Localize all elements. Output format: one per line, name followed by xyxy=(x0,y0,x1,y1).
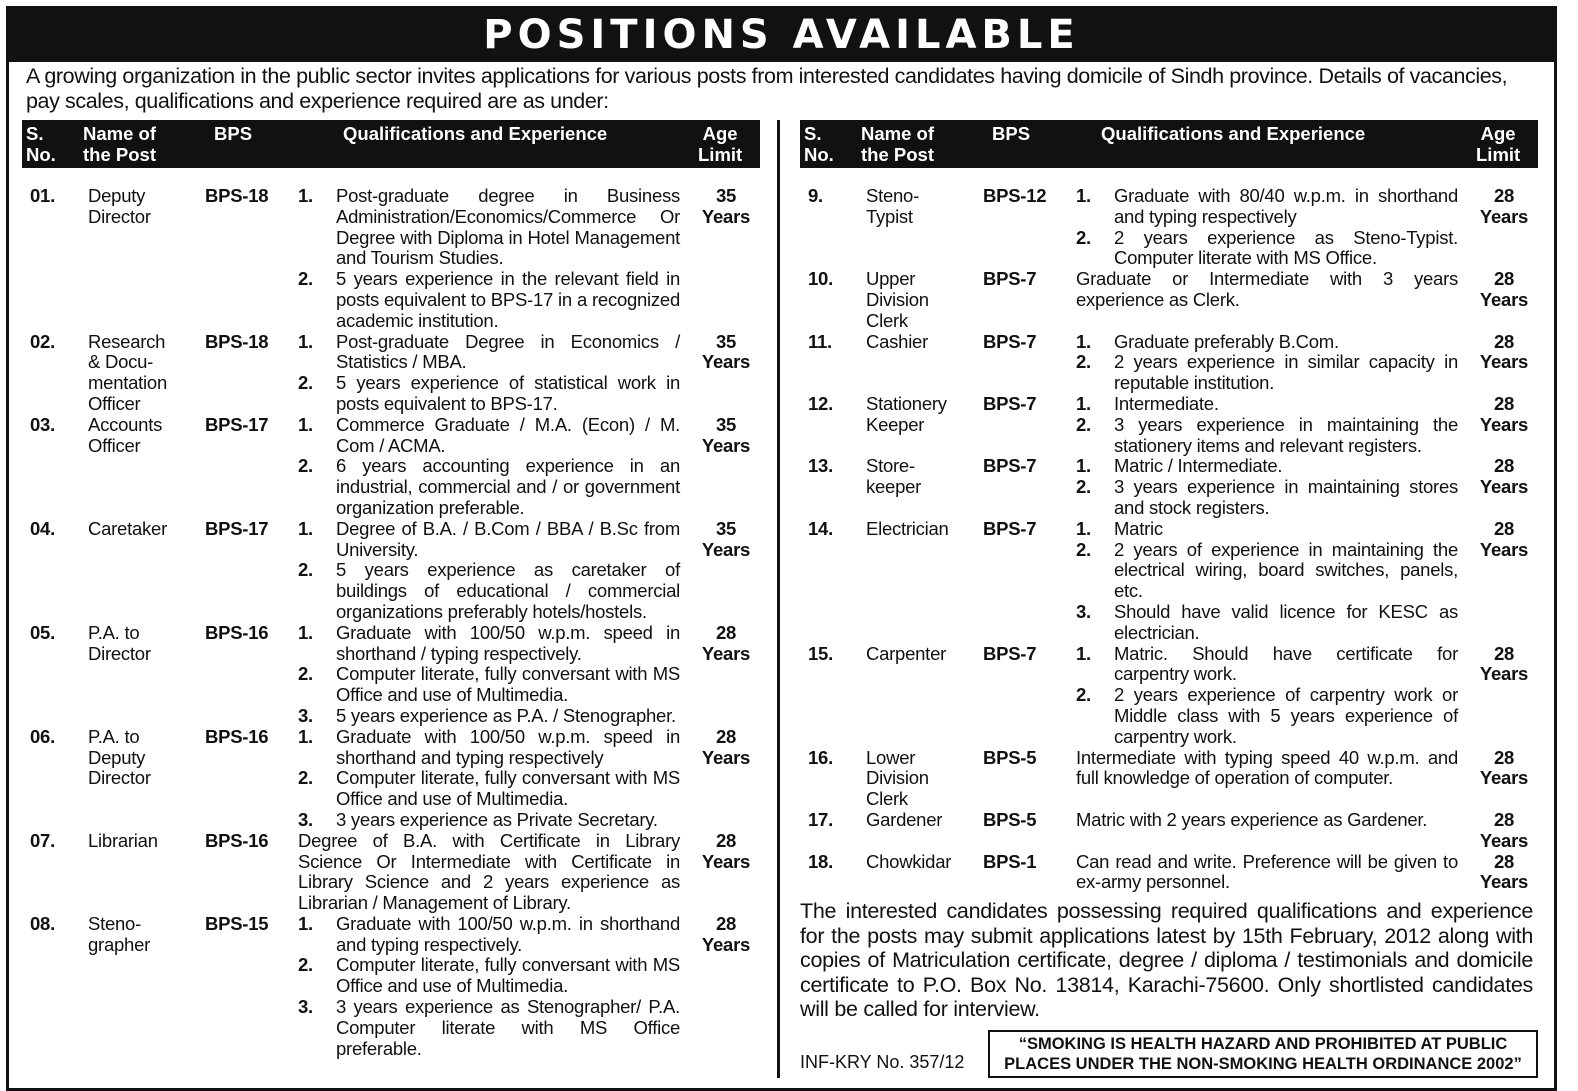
serial-number: 07. xyxy=(30,829,55,851)
item-number: 3. xyxy=(1076,600,1091,622)
qualification-text: Can read and write. Preference will be given to ex-army personnel. xyxy=(1076,850,1458,893)
header-age: Age Limit xyxy=(1476,123,1521,165)
table-row xyxy=(22,415,760,519)
table-body xyxy=(22,186,760,1059)
qualifications xyxy=(298,727,680,831)
item-number: 2. xyxy=(1076,538,1091,560)
qualifications xyxy=(1076,186,1458,269)
qualifications xyxy=(1076,332,1458,394)
item-number: 2. xyxy=(1076,226,1091,248)
pay-scale: BPS-15 xyxy=(205,912,269,934)
qualification-text: Degree of B.A. with Certificate in Library Science Or Intermediate with Certificate in Library Science and 2 years experience as Librarian / Management of Library. xyxy=(298,829,680,914)
reference-number: INF-KRY No. 357/12 xyxy=(800,1051,965,1072)
age-unit: Years xyxy=(701,434,751,456)
table-row xyxy=(22,831,760,914)
item-number: 2. xyxy=(1076,476,1091,498)
table-row xyxy=(800,332,1538,394)
item-number: 1. xyxy=(1076,392,1091,414)
item-number: 2. xyxy=(298,767,313,789)
item-text: 3 years experience as Stenographer/ P.A. Computer literate with MS Office preferable. xyxy=(336,996,680,1059)
item-number: 2. xyxy=(298,455,313,477)
qualification-item xyxy=(298,664,680,706)
item-text: Computer literate, fully conversant with MS Office and use of Multimedia. xyxy=(336,663,680,706)
item-number: 3. xyxy=(298,996,313,1018)
item-text: Post-graduate degree in Business Administration/Economics/Commerce Or Degree with Diploma in Hotel Management and Tourism Studies. xyxy=(336,185,680,269)
ad-border xyxy=(6,6,1557,1091)
table-row xyxy=(800,748,1538,810)
item-number: 1. xyxy=(1076,455,1091,477)
header-bps: BPS xyxy=(214,123,253,144)
qualification-item xyxy=(1076,644,1458,686)
item-text: Matric xyxy=(1114,517,1163,539)
age-limit xyxy=(680,519,766,623)
table-row xyxy=(22,332,760,415)
post-name: Research & Docu- mentation Officer xyxy=(88,330,167,414)
serial-number: 14. xyxy=(808,517,833,539)
item-text: 5 years experience in the relevant field in posts equivalent to BPS-17 in a recognized academic institution. xyxy=(336,268,680,331)
column-divider xyxy=(777,120,780,1078)
pay-scale: BPS-18 xyxy=(205,185,269,206)
pay-scale: BPS-16 xyxy=(205,725,269,747)
age-value: 28 xyxy=(1493,850,1515,872)
qualifications xyxy=(1076,394,1458,456)
pay-scale: BPS-5 xyxy=(983,808,1037,830)
item-text: 6 years accounting experience in an industrial, commercial and / or government organization preferable. xyxy=(336,455,680,518)
age-unit: Years xyxy=(701,538,751,560)
age-limit xyxy=(1458,519,1544,644)
qualification-item xyxy=(298,332,680,374)
table-body xyxy=(800,186,1538,893)
post-name: Carpenter xyxy=(866,642,947,664)
serial-number: 06. xyxy=(30,725,55,747)
age-value: 28 xyxy=(1493,455,1515,477)
age-value: 28 xyxy=(715,912,737,934)
age-limit xyxy=(1458,332,1544,394)
qualification-item xyxy=(1076,540,1458,602)
post-name: Upper Division Clerk xyxy=(866,268,929,331)
qualifications xyxy=(298,519,680,623)
item-number: 1. xyxy=(298,621,313,643)
item-number: 2. xyxy=(1076,684,1091,706)
age-value: 28 xyxy=(1493,330,1515,352)
item-number: 2. xyxy=(298,663,313,685)
age-limit xyxy=(1458,186,1544,269)
serial-number: 03. xyxy=(30,413,55,435)
table-row xyxy=(800,394,1538,456)
age-value: 28 xyxy=(715,725,737,747)
item-text: Degree of B.A. / B.Com / BBA / B.Sc from University. xyxy=(336,517,680,560)
age-value: 28 xyxy=(1493,517,1515,539)
age-limit xyxy=(680,831,766,914)
age-limit xyxy=(1458,269,1544,331)
post-name: Cashier xyxy=(866,330,928,352)
serial-number: 15. xyxy=(808,642,833,664)
qualifications xyxy=(298,623,680,727)
qualification-item xyxy=(298,186,680,269)
header-qualifications: Qualifications and Experience xyxy=(343,123,608,144)
item-text: 5 years experience as caretaker of buildings of educational / commercial organizations preferably hotels/hostels. xyxy=(336,559,680,622)
item-text: Computer literate, fully conversant with MS Office and use of Multimedia. xyxy=(336,954,680,997)
item-text: 2 years experience of carpentry work or Middle class with 5 years experience of carpentry work. xyxy=(1114,684,1458,747)
item-text: Computer literate, fully conversant with MS Office and use of Multimedia. xyxy=(336,767,680,810)
qualifications xyxy=(298,186,680,332)
age-unit: Years xyxy=(1479,871,1529,893)
qualification-item xyxy=(1076,186,1458,228)
age-value: 35 xyxy=(715,517,737,539)
intro-paragraph: A growing organization in the public sector invites applications for various posts from interested candidates having domicile of Sindh province. Details of vacancies, pay scales, qualifications and experience required are as under: xyxy=(26,64,1508,113)
item-number: 1. xyxy=(298,517,313,539)
pay-scale: BPS-7 xyxy=(983,268,1037,290)
qualifications xyxy=(1076,519,1458,644)
qualifications xyxy=(1076,852,1458,894)
qualifications xyxy=(1076,456,1458,518)
table-row xyxy=(800,269,1538,331)
age-limit xyxy=(680,914,766,1060)
table-row xyxy=(22,519,760,623)
table-row xyxy=(22,623,760,727)
item-text: Graduate with 100/50 w.p.m. speed in shorthand and typing respectively xyxy=(336,725,680,768)
post-name: P.A. to Deputy Director xyxy=(88,725,151,789)
table-row xyxy=(800,644,1538,748)
qualification-item xyxy=(298,269,680,331)
item-number: 2. xyxy=(298,559,313,581)
item-text: Graduate with 80/40 w.p.m. in shorthand and typing respectively xyxy=(1114,185,1458,227)
qualification-item xyxy=(298,415,680,457)
serial-number: 10. xyxy=(808,268,833,290)
post-name: Steno- grapher xyxy=(88,912,151,955)
qualification-item xyxy=(1076,394,1458,415)
item-text: 5 years experience of statistical work in posts equivalent to BPS-17. xyxy=(336,372,680,414)
serial-number: 04. xyxy=(30,517,55,539)
age-unit: Years xyxy=(1479,663,1529,685)
item-text: 3 years experience as Private Secretary. xyxy=(336,808,658,830)
footer xyxy=(800,1030,1538,1078)
qualification-text: Graduate or Intermediate with 3 years experience as Clerk. xyxy=(1076,268,1458,310)
age-value: 28 xyxy=(1493,392,1515,414)
header-qualifications: Qualifications and Experience xyxy=(1101,123,1366,144)
table-header xyxy=(800,120,1538,168)
pay-scale: BPS-7 xyxy=(983,642,1037,664)
age-unit: Years xyxy=(1479,351,1529,373)
item-text: 2 years experience in similar capacity in reputable institution. xyxy=(1114,351,1458,394)
item-text: 2 years of experience in maintaining the electrical wiring, board switches, panels, etc. xyxy=(1114,538,1458,602)
item-text: Graduate preferably B.Com. xyxy=(1114,330,1339,352)
item-text: 3 years experience in maintaining stores and stock registers. xyxy=(1114,476,1458,518)
serial-number: 01. xyxy=(30,185,55,206)
item-text: 2 years experience as Steno-Typist. Computer literate with MS Office. xyxy=(1114,226,1458,269)
qualification-item xyxy=(1076,415,1458,457)
header-age: Age Limit xyxy=(698,123,743,165)
header-name: Name of the Post xyxy=(861,123,934,165)
qualifications xyxy=(298,831,680,914)
item-number: 1. xyxy=(1076,642,1091,664)
age-unit: Years xyxy=(1479,767,1529,789)
qualification-item xyxy=(298,955,680,997)
smoking-notice: “SMOKING IS HEALTH HAZARD AND PROHIBITED AT PUBLIC PLACES UNDER THE NON-SMOKING HEALTH ORDINANCE 2002” xyxy=(988,1030,1538,1078)
post-name: Steno- Typist xyxy=(866,185,920,227)
table-header xyxy=(22,120,760,168)
item-number: 1. xyxy=(1076,330,1091,352)
serial-number: 18. xyxy=(808,850,833,872)
pay-scale: BPS-7 xyxy=(983,330,1037,352)
item-number: 1. xyxy=(298,912,313,934)
item-text: Commerce Graduate / M.A. (Econ) / M. Com / ACMA. xyxy=(336,413,680,456)
table-row xyxy=(800,852,1538,894)
item-text: 3 years experience in maintaining the stationery items and relevant registers. xyxy=(1114,413,1458,456)
age-unit: Years xyxy=(1479,538,1529,560)
age-limit xyxy=(680,332,766,415)
post-name: Stationery Keeper xyxy=(866,392,947,435)
qualification-item xyxy=(1076,685,1458,747)
age-limit xyxy=(1458,810,1544,852)
item-text: Matric / Intermediate. xyxy=(1114,455,1283,477)
age-unit: Years xyxy=(1479,476,1529,498)
age-limit xyxy=(680,727,766,831)
post-name: Deputy Director xyxy=(88,185,151,227)
pay-scale: BPS-12 xyxy=(983,185,1047,206)
item-text: Intermediate. xyxy=(1114,392,1219,414)
age-unit: Years xyxy=(1479,829,1529,851)
vacancy-table-left xyxy=(22,120,760,1078)
age-value: 28 xyxy=(1493,185,1515,206)
qualifications xyxy=(1076,269,1458,331)
item-number: 1. xyxy=(1076,517,1091,539)
age-limit xyxy=(680,186,766,332)
serial-number: 9. xyxy=(808,185,823,206)
post-name: Librarian xyxy=(88,829,158,851)
qualification-item xyxy=(298,706,680,727)
age-limit xyxy=(1458,748,1544,810)
item-text: Post-graduate Degree in Economics / Statistics / MBA. xyxy=(336,330,680,373)
pay-scale: BPS-16 xyxy=(205,621,269,643)
application-instructions: The interested candidates possessing required qualifications and experience for the posts may submit applications latest by 15th February, 2012 along with copies of Matriculation certificate, degree / diploma / testimonials and domicile certificate to P.O. Box No. 13814, Karachi-75600. Only shortlisted candidates will be called for interview. xyxy=(800,899,1533,1022)
serial-number: 13. xyxy=(808,455,833,477)
age-unit: Years xyxy=(701,642,751,664)
header-bps: BPS xyxy=(992,123,1031,144)
pay-scale: BPS-7 xyxy=(983,392,1037,414)
qualifications xyxy=(1076,644,1458,748)
header-sno: S. No. xyxy=(26,123,56,165)
post-name: Gardener xyxy=(866,808,943,830)
item-number: 2. xyxy=(298,268,313,290)
serial-number: 17. xyxy=(808,808,833,830)
age-unit: Years xyxy=(701,746,751,768)
qualification-item xyxy=(298,914,680,956)
age-value: 28 xyxy=(1493,268,1515,290)
post-name: Caretaker xyxy=(88,517,167,539)
serial-number: 11. xyxy=(808,330,832,352)
age-value: 28 xyxy=(715,621,737,643)
page-title: POSITIONS AVAILABLE xyxy=(6,6,1557,62)
age-unit: Years xyxy=(701,205,751,227)
pay-scale: BPS-7 xyxy=(983,455,1037,477)
pay-scale: BPS-16 xyxy=(205,829,269,851)
item-number: 2. xyxy=(298,372,313,394)
post-name: Chowkidar xyxy=(866,850,952,872)
pay-scale: BPS-17 xyxy=(205,413,269,435)
qualification-item xyxy=(298,519,680,561)
item-text: 5 years experience as P.A. / Stenographer. xyxy=(336,704,676,726)
serial-number: 16. xyxy=(808,746,833,768)
post-name: Lower Division Clerk xyxy=(866,746,929,810)
table-row xyxy=(800,186,1538,269)
qualification-item xyxy=(298,997,680,1059)
table-row xyxy=(800,456,1538,518)
age-limit xyxy=(1458,394,1544,456)
age-limit xyxy=(1458,644,1544,748)
qualification-text: Matric with 2 years experience as Gardener. xyxy=(1076,808,1428,830)
serial-number: 05. xyxy=(30,621,55,643)
qualifications xyxy=(1076,810,1458,852)
pay-scale: BPS-7 xyxy=(983,517,1037,539)
age-value: 35 xyxy=(715,185,737,206)
item-number: 3. xyxy=(298,808,313,830)
age-value: 28 xyxy=(1493,808,1515,830)
item-number: 1. xyxy=(298,185,313,206)
table-row xyxy=(800,810,1538,852)
age-limit xyxy=(1458,852,1544,894)
qualification-text: Intermediate with typing speed 40 w.p.m. and full knowledge of operation of computer. xyxy=(1076,746,1458,789)
qualification-item xyxy=(298,810,680,831)
pay-scale: BPS-5 xyxy=(983,746,1037,768)
qualification-item xyxy=(298,768,680,810)
table-row xyxy=(22,727,760,831)
qualification-item xyxy=(1076,602,1458,644)
item-text: Matric. Should have certificate for carpentry work. xyxy=(1114,642,1458,685)
table-row xyxy=(22,186,760,332)
age-value: 28 xyxy=(1493,642,1515,664)
age-unit: Years xyxy=(1479,205,1529,227)
age-value: 35 xyxy=(715,413,737,435)
item-number: 2. xyxy=(1076,351,1091,373)
age-unit: Years xyxy=(1479,288,1529,310)
qualification-item xyxy=(1076,456,1458,477)
table-row xyxy=(22,914,760,1060)
vacancy-columns xyxy=(9,120,1554,1078)
qualifications xyxy=(298,914,680,1060)
qualification-item xyxy=(298,727,680,769)
item-number: 3. xyxy=(298,704,313,726)
qualification-item xyxy=(1076,228,1458,270)
pay-scale: BPS-18 xyxy=(205,330,269,352)
qualification-item xyxy=(1076,519,1458,540)
post-name: P.A. to Director xyxy=(88,621,151,664)
qualification-item xyxy=(298,456,680,518)
item-number: 2. xyxy=(1076,413,1091,435)
item-number: 1. xyxy=(298,725,313,747)
qualifications xyxy=(298,415,680,519)
qualification-item xyxy=(1076,352,1458,394)
age-limit xyxy=(680,623,766,727)
serial-number: 12. xyxy=(808,392,833,414)
item-text: Should have valid licence for KESC as electrician. xyxy=(1114,600,1458,643)
qualification-item xyxy=(1076,477,1458,519)
age-value: 28 xyxy=(715,829,737,851)
pay-scale: BPS-17 xyxy=(205,517,269,539)
serial-number: 02. xyxy=(30,330,55,352)
qualification-item xyxy=(298,373,680,415)
age-unit: Years xyxy=(701,933,751,955)
item-text: Graduate with 100/50 w.p.m. speed in shorthand / typing respectively. xyxy=(336,621,680,664)
item-number: 1. xyxy=(298,330,313,352)
qualification-item xyxy=(1076,332,1458,353)
age-limit xyxy=(1458,456,1544,518)
item-text: Graduate with 100/50 w.p.m. in shorthand and typing respectively. xyxy=(336,912,680,955)
table-row xyxy=(800,519,1538,644)
header-name: Name of the Post xyxy=(83,123,156,165)
serial-number: 08. xyxy=(30,912,55,934)
qualifications xyxy=(298,332,680,415)
item-number: 1. xyxy=(298,413,313,435)
qualifications xyxy=(1076,748,1458,810)
age-value: 28 xyxy=(1493,746,1515,768)
post-name: Electrician xyxy=(866,517,949,539)
age-unit: Years xyxy=(1479,413,1529,435)
item-number: 1. xyxy=(1076,185,1091,206)
item-number: 2. xyxy=(298,954,313,976)
age-unit: Years xyxy=(701,850,751,872)
post-name: Store- keeper xyxy=(866,455,922,498)
age-limit xyxy=(680,415,766,519)
header-sno: S. No. xyxy=(804,123,834,165)
qualification-item xyxy=(298,560,680,622)
qualification-item xyxy=(298,623,680,665)
pay-scale: BPS-1 xyxy=(983,850,1037,872)
age-value: 35 xyxy=(715,330,737,352)
vacancy-table-right xyxy=(800,120,1538,1078)
post-name: Accounts Officer xyxy=(88,413,163,456)
age-unit: Years xyxy=(701,351,751,373)
